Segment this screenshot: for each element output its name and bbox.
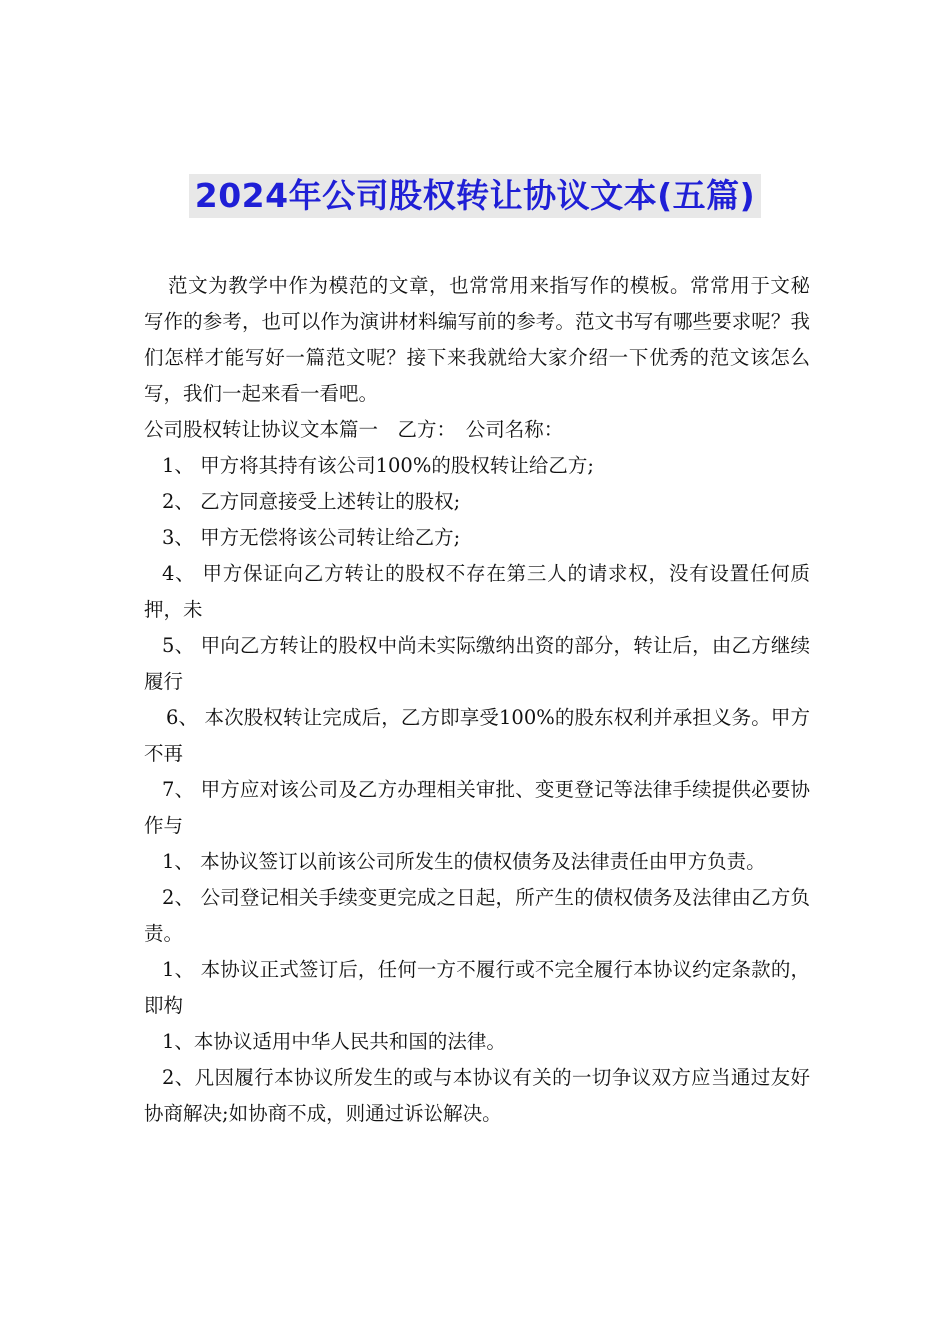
clause-item: 2、 公司登记相关手续变更完成之日起，所产生的债权债务及法律由乙方负责。 <box>144 886 810 945</box>
clause-item: 6、 本次股权转让完成后，乙方即享受100%的股东权利并承担义务。甲方不再 <box>144 706 810 765</box>
clause-item: 2、 乙方同意接受上述转让的股权; <box>162 490 461 513</box>
clause-item: 3、 甲方无偿将该公司转让给乙方; <box>162 526 461 549</box>
document-title: 2024年公司股权转让协议文本(五篇) <box>189 174 762 218</box>
intro-paragraph: 范文为教学中作为模范的文章，也常常用来指写作的模板。常常用于文秘写作的参考，也可以作为演讲材料编写前的参考。范文书写有哪些要求呢？我们怎样才能写好一篇范文呢？接下来我就给大家介绍一下优秀的范文该怎么写，我们一起来看一看吧。 <box>144 274 810 405</box>
clause-item: 1、 本协议签订以前该公司所发生的债权债务及法律责任由甲方负责。 <box>162 850 766 873</box>
document-body <box>144 268 810 1132</box>
section-heading-line: 公司股权转让协议文本篇一 乙方： 公司名称： <box>144 418 564 441</box>
clause-item: 5、 甲向乙方转让的股权中尚未实际缴纳出资的部分，转让后，由乙方继续履行 <box>144 634 810 693</box>
clause-item: 4、 甲方保证向乙方转让的股权不存在第三人的请求权，没有设置任何质押，未 <box>144 562 810 621</box>
title-wrap <box>0 174 950 218</box>
clause-item: 2、凡因履行本协议所发生的或与本协议有关的一切争议双方应当通过友好协商解决;如协商不成，则通过诉讼解决。 <box>144 1066 810 1125</box>
clause-item: 1、 甲方将其持有该公司100%的股权转让给乙方; <box>162 454 594 477</box>
clause-item: 1、本协议适用中华人民共和国的法律。 <box>162 1030 506 1053</box>
clause-item: 1、 本协议正式签订后，任何一方不履行或不完全履行本协议约定条款的，即构 <box>144 958 810 1017</box>
clause-item: 7、 甲方应对该公司及乙方办理相关审批、变更登记等法律手续提供必要协作与 <box>144 778 810 837</box>
